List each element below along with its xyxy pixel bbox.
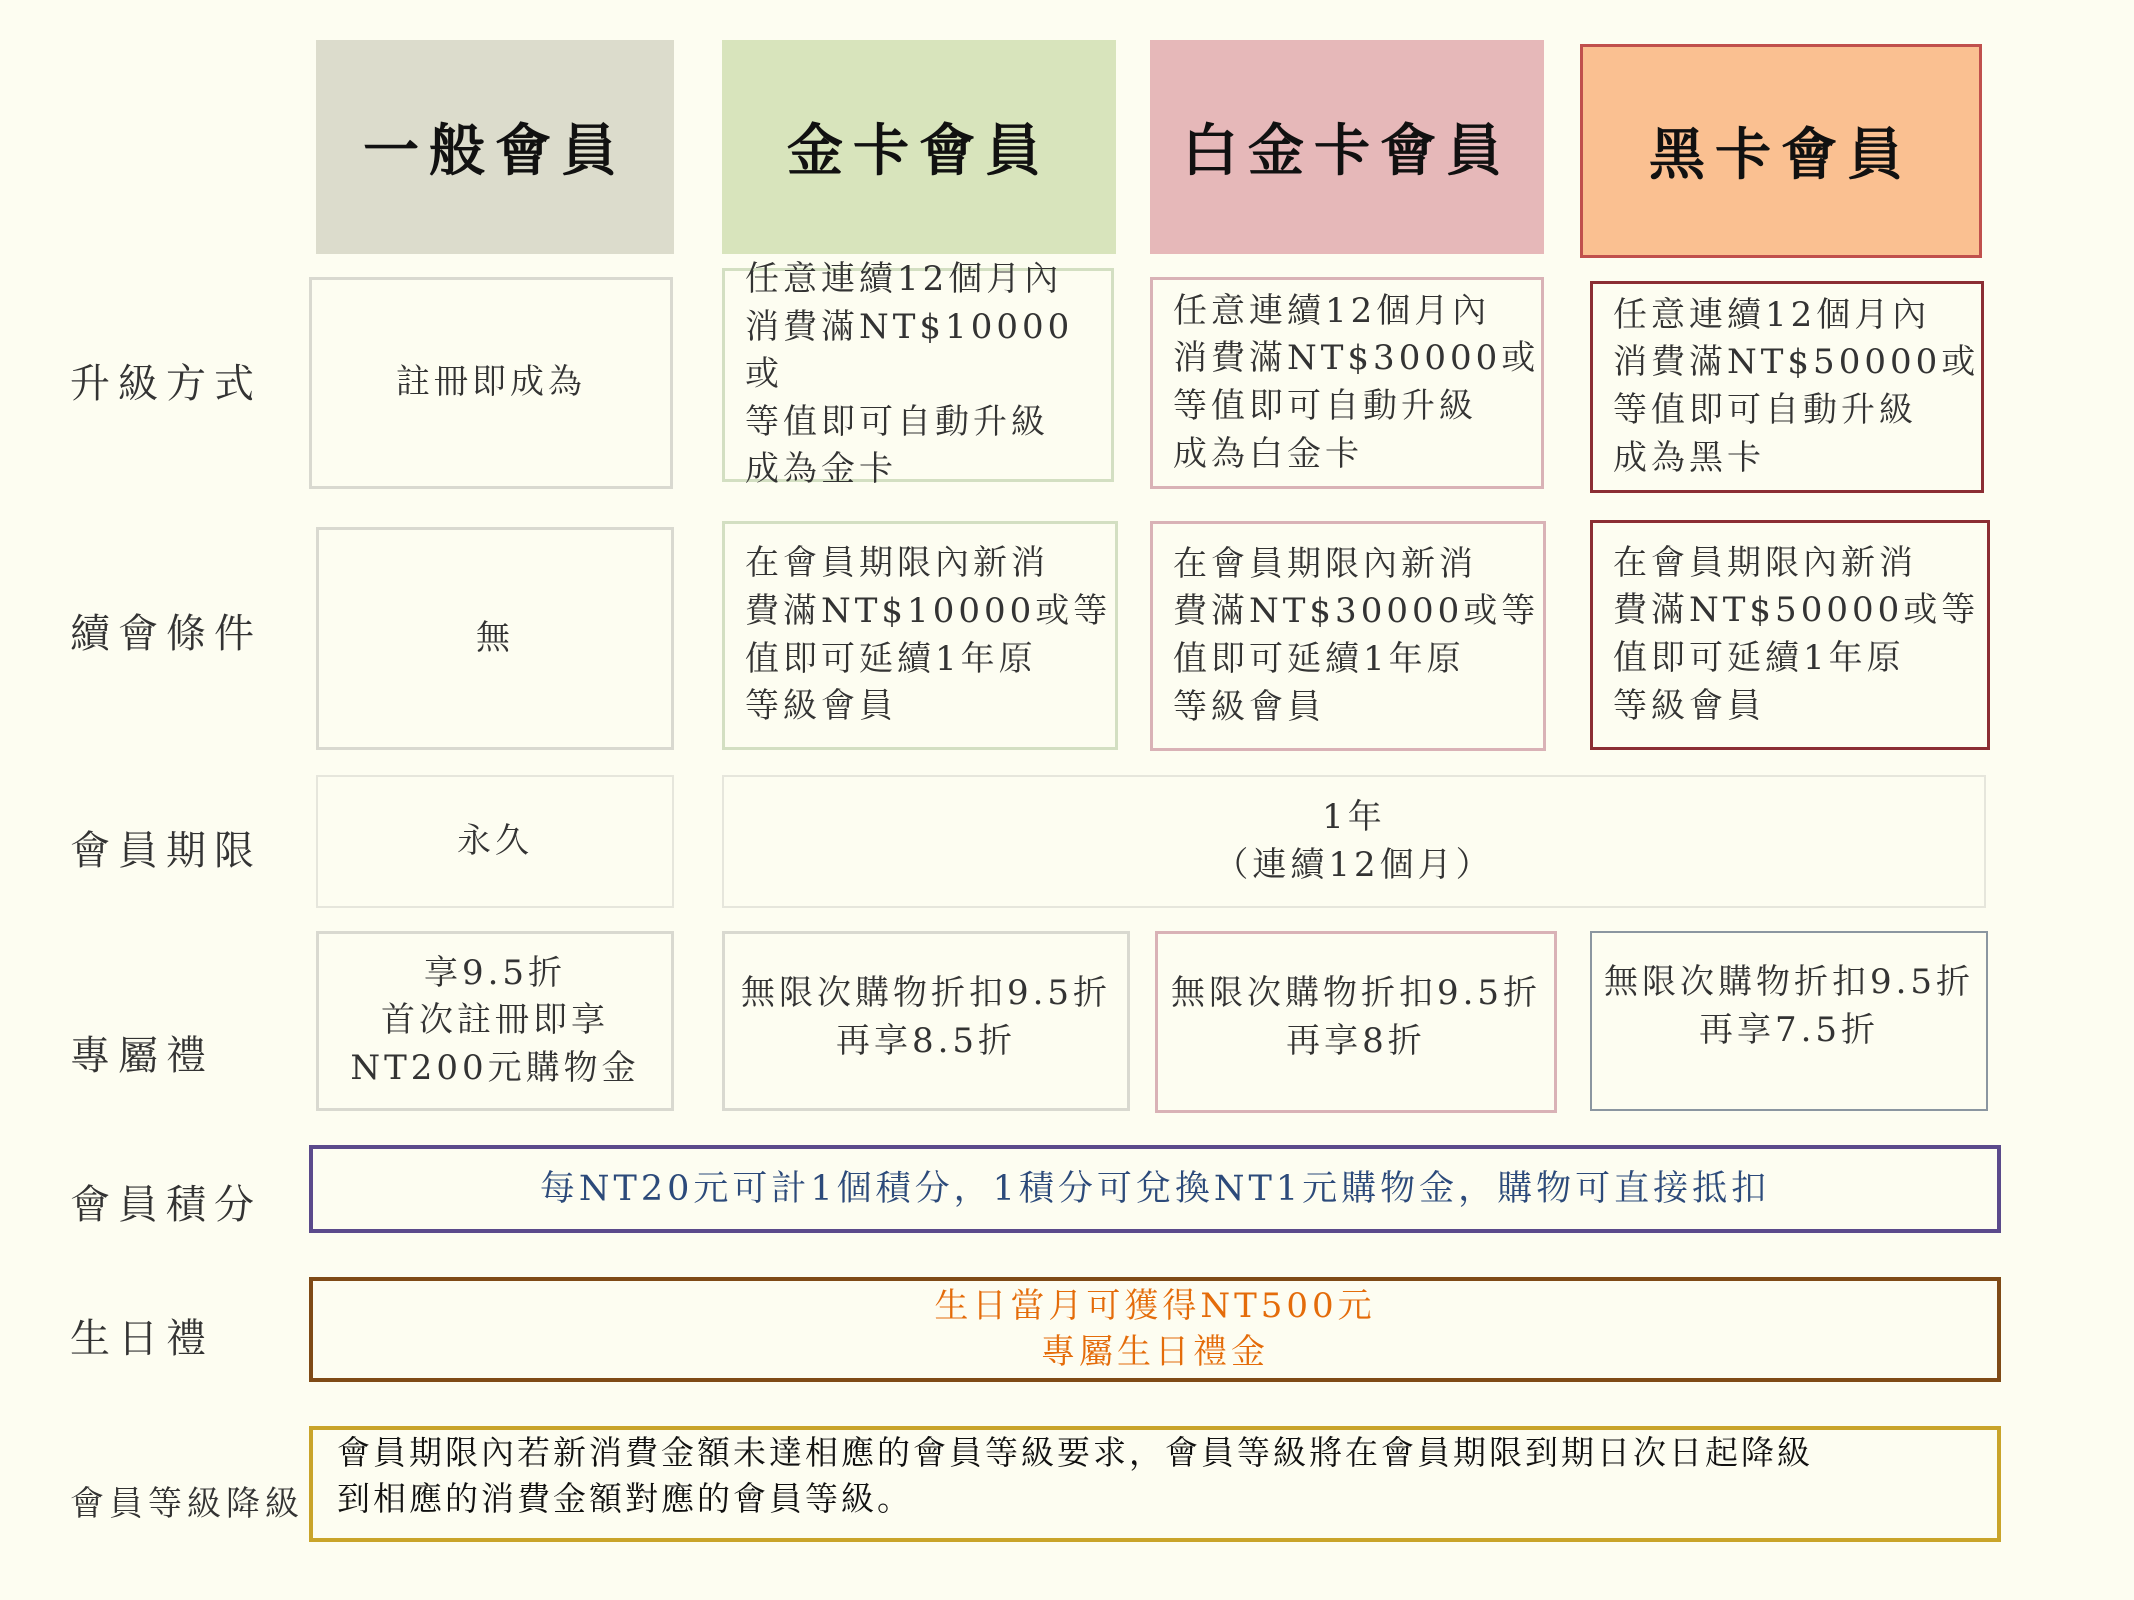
- row-label-points: 會員積分: [70, 1181, 262, 1228]
- cell-line: 任意連續12個月內: [1173, 290, 1491, 331]
- downgrade-line: 到相應的消費金額對應的會員等級。: [337, 1479, 913, 1519]
- cell-line: 再享8.5折: [835, 1020, 1017, 1061]
- cell-line: 無限次購物折扣9.5折: [1603, 962, 1975, 1002]
- row-label-upgrade: 升級方式: [70, 360, 262, 407]
- renewal-cell-black: [1590, 520, 1990, 750]
- cell-line: 等值即可自動升級: [745, 401, 1049, 442]
- term-cell-general: [316, 775, 674, 908]
- birthday-line: 生日當月可獲得NT500元: [934, 1285, 1376, 1326]
- cell-line: 成為黑卡: [1613, 437, 1765, 478]
- cell-line: 值即可延續1年原: [745, 638, 1037, 679]
- upgrade-cell-general: [309, 277, 673, 489]
- cell-line: 等值即可自動升級: [1173, 386, 1477, 426]
- cell-line: 消費滿NT$30000或: [1173, 338, 1540, 379]
- cell-line: 在會員期限內新消: [745, 543, 1049, 584]
- header-label: 一般會員: [363, 118, 627, 184]
- cell-line: 等值即可自動升級: [1613, 390, 1917, 430]
- cell-line: 享9.5折: [423, 952, 567, 993]
- cell-line: （連續12個月）: [1214, 844, 1494, 885]
- birthday-line: 專屬生日禮金: [1041, 1331, 1269, 1372]
- upgrade-cell-gold: [722, 259, 1114, 490]
- cell-line: 消費滿NT$50000或: [1613, 342, 1980, 383]
- cell-line: 等級會員: [745, 686, 897, 727]
- upgrade-cell-black: [1590, 281, 1984, 493]
- cell-line: 再享7.5折: [1698, 1009, 1880, 1050]
- cell-line: 再享8折: [1286, 1020, 1426, 1061]
- cell-line: 成為白金卡: [1173, 433, 1363, 474]
- row-label-renewal: 續會條件: [70, 610, 262, 657]
- cell-line: 任意連續12個月內: [1613, 294, 1931, 335]
- cell-line: 首次註冊即享: [381, 1000, 609, 1041]
- cell-line: 費滿NT$50000或等: [1613, 590, 1980, 631]
- cell-text: 永久: [457, 820, 533, 861]
- points-text: 每NT20元可計1個積分，1積分可兌換NT1元購物金，購物可直接抵扣: [539, 1168, 1771, 1209]
- cell-line: 在會員期限內新消: [1173, 543, 1477, 584]
- downgrade-line: 會員期限內若新消費金額未達相應的會員等級要求，會員等級將在會員期限到期日次日起降級: [337, 1433, 1813, 1472]
- downgrade-banner: [309, 1426, 2001, 1542]
- cell-line: 消費滿NT$10000或: [745, 306, 1074, 395]
- cell-line: 值即可延續1年原: [1613, 638, 1905, 678]
- gift-cell-black: [1590, 931, 1988, 1111]
- row-label-birthday: 生日禮: [70, 1315, 214, 1362]
- renewal-cell-platinum: [1150, 521, 1546, 751]
- header-label: 金卡會員: [787, 118, 1051, 184]
- cell-line: 成為金卡: [745, 449, 897, 490]
- cell-line: 無限次購物折扣9.5折: [740, 973, 1112, 1013]
- birthday-banner: [309, 1277, 2001, 1382]
- header-general-member: [316, 40, 674, 254]
- header-gold-member: [722, 40, 1116, 254]
- header-label: 黑卡會員: [1649, 122, 1913, 188]
- header-black-member: [1580, 44, 1982, 258]
- header-platinum-member: [1150, 40, 1544, 254]
- points-banner: [309, 1145, 2001, 1233]
- cell-text: 註冊即成為: [396, 362, 586, 403]
- cell-line: 無限次購物折扣9.5折: [1170, 973, 1542, 1013]
- cell-line: 1年: [1322, 796, 1386, 837]
- cell-line: 費滿NT$30000或等: [1173, 591, 1540, 632]
- cell-line: 等級會員: [1613, 685, 1765, 726]
- gift-cell-general: [316, 931, 674, 1111]
- gift-cell-gold: [722, 931, 1130, 1111]
- row-label-gift: 專屬禮: [70, 1032, 214, 1079]
- upgrade-cell-platinum: [1150, 277, 1544, 489]
- cell-line: NT200元購物金: [350, 1047, 640, 1088]
- header-label: 白金卡會員: [1182, 118, 1512, 184]
- row-label-downgrade: 會員等級降級: [70, 1483, 304, 1524]
- cell-text: 無: [476, 617, 514, 658]
- term-cell-paid: [722, 775, 1986, 908]
- cell-line: 任意連續12個月內: [745, 259, 1063, 300]
- cell-line: 值即可延續1年原: [1173, 639, 1465, 679]
- cell-line: 等級會員: [1173, 686, 1325, 727]
- gift-cell-platinum: [1155, 931, 1557, 1113]
- row-label-term: 會員期限: [70, 827, 262, 874]
- cell-line: 在會員期限內新消: [1613, 542, 1917, 583]
- renewal-cell-general: [316, 527, 674, 750]
- cell-line: 費滿NT$10000或等: [745, 590, 1112, 631]
- renewal-cell-gold: [722, 521, 1118, 750]
